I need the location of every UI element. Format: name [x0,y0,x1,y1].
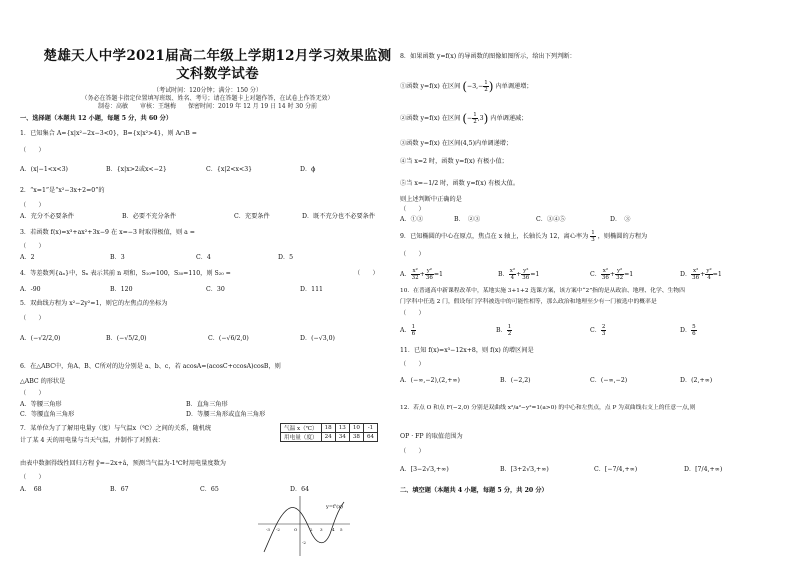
q1-option-b: B．{x|x>2或x<−2} [106,166,167,173]
q7-stem2: 计了某 4 天的用电量与当天气温，并制作了对照表： [20,437,164,444]
q11-option-b: B．(−2,2) [500,377,531,384]
q2-option-c: C．充要条件 [234,213,270,220]
q12-option-d: D．[7/4,+∞) [684,466,723,473]
q12-paren: （ ） [400,448,425,455]
q12-stem: 12．若点 O 和点 F(−2,0) 分别是双曲线 x²/a²−y²=1(a>0) 的中心和左焦点，点 P 为双曲线右支上的任意一点,则 [400,405,696,411]
q7-option-a: A． 68 [20,486,42,493]
q4-paren: （ ） [354,270,379,277]
q3-option-a: A．2 [20,254,35,261]
q9-stem: 9．已知椭圆的中心在原点，焦点在 x 轴上，长轴长为 12，离心率为 [400,233,589,240]
q4-option-d: D．111 [300,286,323,293]
q10-option-b: B． $\frac{1}{2}$ [496,324,512,337]
q2-option-b: B．必要不充分条件 [122,213,177,220]
q6-option-a: A．等腰三角形 [20,401,62,408]
table-row-label: 气温 x（℃） [281,424,322,433]
q9-option-c: C． $\frac{\text{x²}}{36}$ + $\frac{\text{y²}}{32}$ =1 [590,268,634,281]
q8-s2-tail: 内单调递减； [490,115,528,122]
q6-stem: 6．在△ABC中，角A、B、C所对的边分别是 a、b、c，若 acosA=(acosC+ccosA)cosB，则 [20,363,281,370]
q8-option-d: D． ③ [610,216,631,223]
svg-text:5: 5 [340,527,343,532]
q12-stem2: OP · FP 的取值范围为 [400,433,463,440]
q2-paren: （ ） [20,202,45,209]
q1-option-a: A．(x|−1<x<3) [20,166,68,173]
q11-option-c: C．(−∞,−2) [590,377,628,384]
table-cell: 18 [321,424,335,433]
q9-paren: （ ） [400,251,425,258]
exam-meta: 制卷：高敏 审核：王继梅 保密时间：2019 年 12 月 19 日 14 时 30 分前 [98,103,317,110]
q8-statement-3: ③函数 y=f(x) 在区间(4,5)内单调递增； [400,140,513,147]
svg-text:3: 3 [320,527,323,532]
q7-stem: 7．某单位为了了解用电量y（度）与气温x（℃）之间的关系，随机统 [20,425,212,432]
q2-stem: 2．“x=1”是“x²−3x+2=0”的 [20,187,105,194]
graph-label: y=f'(x) [326,504,343,510]
svg-text:4: 4 [332,527,335,532]
svg-text:-3: -3 [266,527,270,532]
q6-stem2: △ABC 的形状是 [20,378,66,385]
q9-option-b: B． $\frac{\text{x²}}{4}$ + $\frac{\text{y²}}{36}$ =1 [498,268,540,281]
q2-option-d: D．既不充分也不必要条件 [302,213,376,220]
q8-option-b: B． ②③ [454,216,481,223]
q8-s2-text: ②函数 y=f(x) 在区间 [400,115,461,122]
table-cell: 64 [363,433,377,442]
q10-option-c: C． $\frac{2}{3}$ [590,324,606,337]
q3-option-c: C．4 [196,254,211,261]
q5-option-c: C．(−√6/2,0) [208,335,249,342]
q5-stem: 5．双曲线方程为 x²−2y²=1，则它的左焦点的坐标为 [20,300,168,307]
q9-option-d: D． $\frac{\text{x²}}{36}$ + $\frac{\text{y²}}{4}$ =1 [680,268,722,281]
table-cell: 34 [335,433,349,442]
derivative-graph [254,494,354,558]
table-cell: 10 [349,424,363,433]
q7-option-d: D．64 [290,486,310,493]
q11-stem: 11．已知 f(x)=x³−12x+8，则 f(x) 的增区间是 [400,347,534,354]
section1-heading: 一、选择题（本题共 12 小题，每题 5 分，共 60 分） [20,115,173,122]
q8-s1-text: ①函数 y=f(x) 在区间 [400,83,461,90]
q8-statement-4: ④当 x=2 时，函数 y=f(x) 有极小值； [400,158,508,165]
q3-paren: （ ） [20,243,45,250]
q10-paren: （ ） [400,310,425,317]
exam-subtitle: 文科数学试卷 [176,66,259,82]
q4-option-c: C．30 [206,286,225,293]
svg-text:-2: -2 [276,527,280,532]
q9-stem-tail: ，则椭圆的方程为 [597,233,648,240]
q1-option-d: D．ϕ [300,166,316,173]
svg-text:O: O [294,527,298,532]
q1-option-c: C．{x|2<x<3} [206,166,253,173]
q10-option-d: D． $\frac{5}{6}$ [680,324,696,337]
q9-option-a: A． $\frac{\text{x²}}{32}$ + $\frac{\text{y²}}{36}$ =1 [400,268,443,281]
q7-data-table [280,423,378,442]
exam-time-info: （考试时间：120分钟；满分：150 分） [153,87,262,94]
q8-statement-2: ②函数 y=f(x) 在区间 (− $\frac{1}{2}$ ,3) 内单调递减； [400,111,528,126]
exam-title: 楚雄天人中学2021届高二年级上学期12月学习效果监测 [43,48,392,64]
q7-paren: （ ） [20,474,45,481]
q11-paren: （ ） [400,361,425,368]
svg-text:2: 2 [310,527,313,532]
q4-option-a: A．-90 [20,286,41,293]
q6-option-c: C．等腰直角三角形 [20,411,75,418]
q11-option-a: A．(−∞,−2),(2,+∞) [400,377,460,384]
q8-stem: 8．如果函数 y=f(x) 的导函数的图像如图所示，给出下列判断： [400,53,576,60]
q8-statement-5: ⑤当 x=−1/2 时，函数 y=f(x) 有极大值。 [400,180,520,187]
q12-option-b: B．[3+2√3,+∞) [500,466,549,473]
q8-statement-1: ①函数 y=f(x) 在区间 (−3,− $\frac{1}{2}$ ) 内单调递增； [400,79,533,94]
q7-option-b: B．67 [110,486,129,493]
q2-option-a: A．充分不必要条件 [20,213,74,220]
table-cell: -1 [363,424,377,433]
q11-option-d: D．(2,+∞) [680,377,713,384]
exam-notice: （务必在答题卡指定位置填写班级、姓名、考号；请在答题卡上对题作答，在试卷上作答无效） [81,95,334,102]
q7-option-c: C．65 [200,486,219,493]
q1-stem: 1．已知集合 A={x|x²−2x−3<0}，B={x|x²>4}，则 A∩B = [20,130,197,137]
q4-option-b: B．120 [110,286,133,293]
q8-option-c: C．③④⑤ [536,216,566,223]
table-cell: 13 [335,424,349,433]
q12-option-a: A．[3−2√3,+∞) [400,466,449,473]
q6-option-d: D．等腰三角形或直角三角形 [186,411,266,418]
q8-paren: （ ） [400,206,425,213]
q8-ask: 则上述判断中正确的是 [400,196,462,203]
table-row [281,433,378,442]
table-row [281,424,378,433]
svg-text:-2: -2 [302,540,306,545]
q4-stem: 4．等差数列{aₙ}中，Sₙ 表示其前 n 项和，S₁₀=100，S₃₀=110，则 S₂₀ = [20,270,231,277]
q3-option-b: B．3 [110,254,125,261]
q5-option-a: A．(−√2/2,0) [20,335,61,342]
q8-option-a: A．①③ [400,216,424,223]
q10-option-a: A． $\frac{1}{6}$ [400,324,416,337]
q3-stem: 3．若函数 f(x)=x³+ax²+3x−9 在 x=−3 时取得极值，则 a = [20,229,195,236]
table-cell: 38 [349,433,363,442]
q6-option-b: B．直角三角形 [186,401,228,408]
q12-option-c: C．[−7/4,+∞) [594,466,638,473]
section2-heading: 二、填空题（本题共 4 小题，每题 5 分，共 20 分） [400,487,548,494]
table-row-label: 用电量（度） [281,433,322,442]
q5-option-b: B．(−√5/2,0) [106,335,147,342]
q8-s1-tail: 内单调递增； [495,83,533,90]
q7-stem3: 由表中数据得线性回归方程 ŷ=−2x+â，预测当气温为-1℃时用电量度数为 [20,460,226,467]
q5-option-d: D．(−√3,0) [300,335,335,342]
q10-stem: 10．在普通高中新课程改革中，某地实施 3+1+2 选课方案，该方案中“2”指的是从政治、地理、化学、生物四 [400,288,685,294]
q1-paren: （ ） [20,147,45,154]
q6-paren: （ ） [20,390,45,397]
q9-stem-line: 9．已知椭圆的中心在原点，焦点在 x 轴上，长轴长为 12，离心率为 $\frac{1}{3}$ ，则椭圆的方程为 [400,230,648,243]
table-cell: 24 [321,433,335,442]
q3-option-d: D．5 [278,254,294,261]
q5-paren: （ ） [20,315,45,322]
q10-stem2: 门学科中任选 2 门，假设每门学科被选中的可能性相等，那么政治和地理至少有一门被选中的概率是 [400,299,657,305]
